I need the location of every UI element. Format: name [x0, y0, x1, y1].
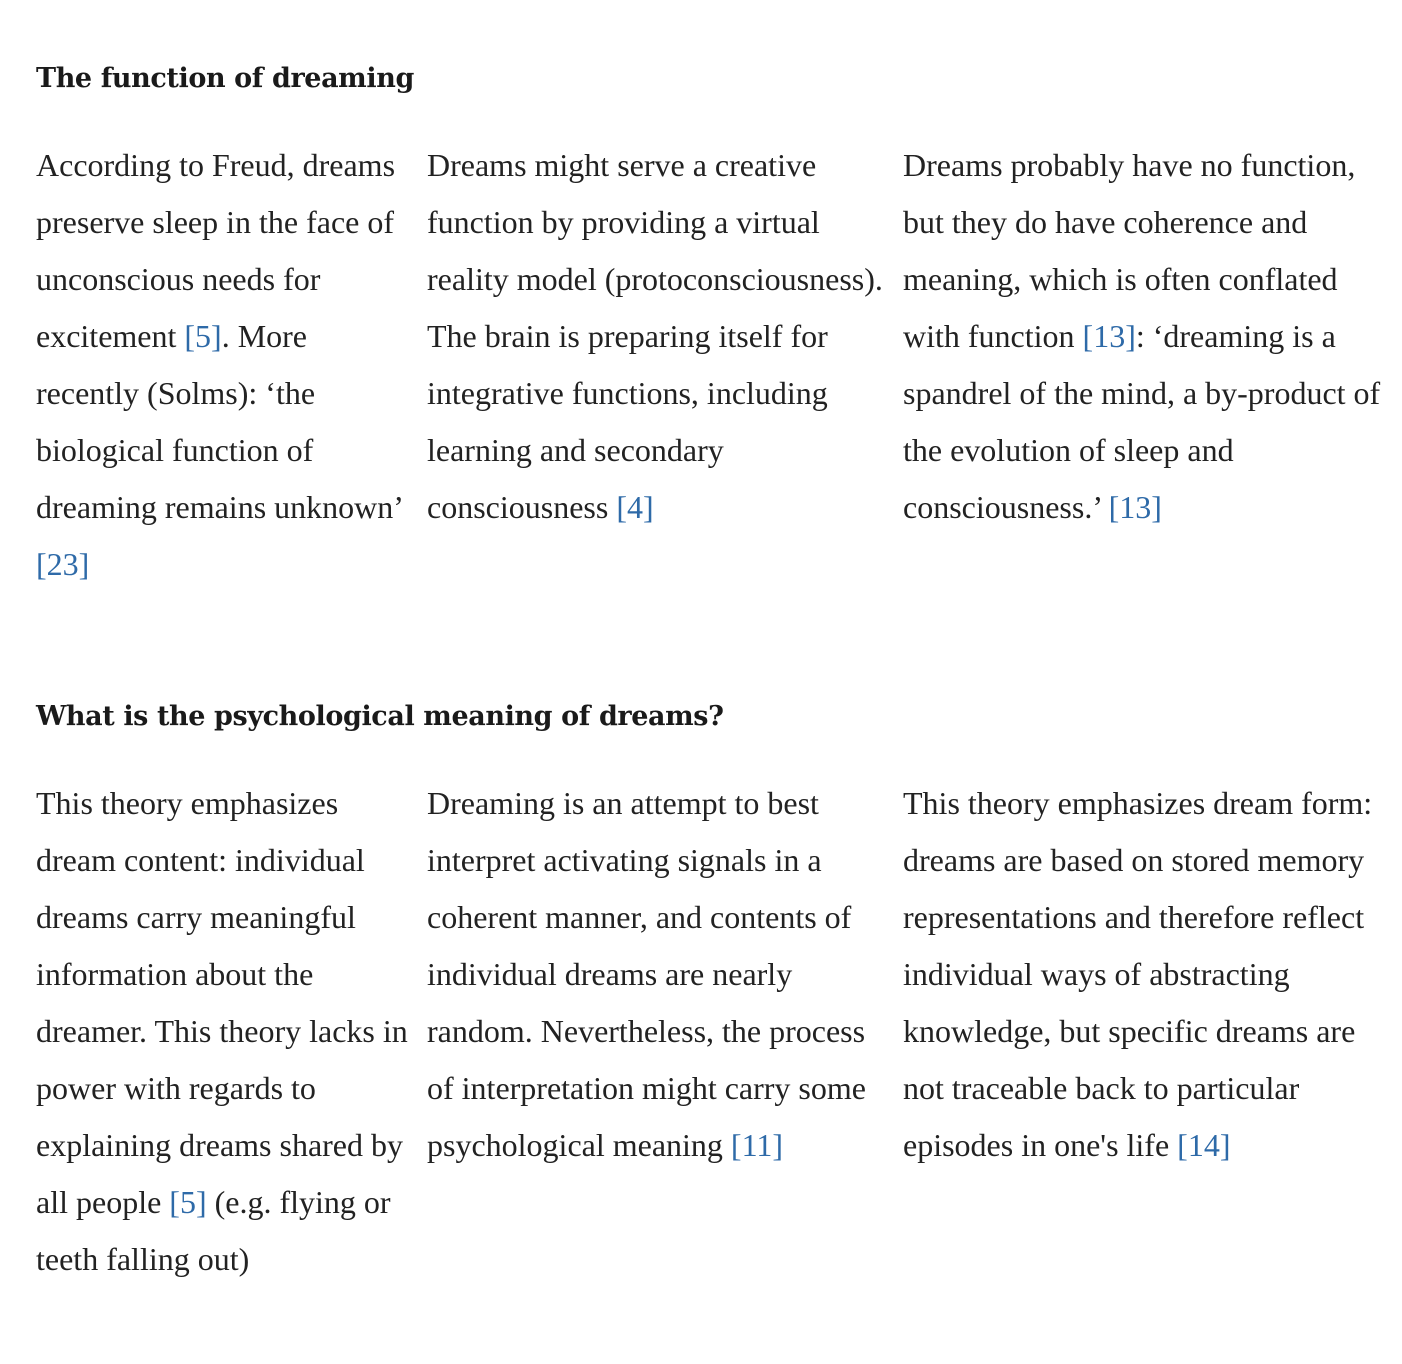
cell-text: This theory emphasizes dream form: dreams are based on stored memory representations and therefore reflect individual ways of abstracting knowledge, but specific dreams are not traceable back to particular episodes in one's life — [903, 785, 1373, 1163]
citation-link[interactable]: [13] — [1082, 318, 1136, 354]
citation-link[interactable]: [14] — [1177, 1127, 1231, 1163]
section-function-of-dreaming — [36, 58, 1381, 697]
citation-link[interactable]: [23] — [36, 546, 90, 582]
cell-text: This theory emphasizes dream content: individual dreams carry meaningful information about the dreamer. This theory lacks in power with regards to explaining dreams shared by all people — [36, 785, 408, 1220]
section-heading: What is the psychological meaning of dreams? — [36, 701, 724, 732]
citation-link[interactable]: [5] — [169, 1184, 207, 1220]
citation-link[interactable]: [13] — [1108, 489, 1162, 525]
citation-link[interactable]: [11] — [730, 1127, 784, 1163]
table-row — [36, 137, 1381, 697]
table-cell — [36, 137, 408, 593]
cell-text: : ‘dreaming is a spandrel of the mind, a by-product of the evolution of sleep and consciousness.’ — [903, 318, 1381, 525]
cell-text: According to Freud, dreams preserve sleep in the face of unconscious needs for excitement — [36, 147, 396, 354]
section-heading: The function of dreaming — [36, 63, 414, 94]
table-cell — [36, 775, 408, 1288]
table-cell — [427, 775, 885, 1174]
table-row — [36, 775, 1376, 1335]
cell-text: Dreams probably have no function, but they do have coherence and meaning, which is often conflated with function — [903, 147, 1356, 354]
citation-link[interactable]: [5] — [184, 318, 222, 354]
cell-text: . More recently (Solms): ‘the biological function of dreaming remains unknown’ — [36, 318, 402, 525]
cell-text: Dreams might serve a creative function by providing a virtual reality model (protoconsciousness). The brain is preparing itself for integrative functions, including learning and secondary consciousness — [427, 147, 883, 525]
table-cell — [427, 137, 885, 536]
citation-link[interactable]: [4] — [616, 489, 654, 525]
cell-text: (e.g. flying or teeth falling out) — [36, 1184, 391, 1277]
cell-text: Dreaming is an attempt to best interpret activating signals in a coherent manner, and contents of individual dreams are nearly random. Nevertheless, the process of interpretation might carry some psychological meaning — [427, 785, 866, 1163]
section-psychological-meaning — [36, 696, 1376, 1335]
table-cell — [903, 775, 1381, 1174]
table-cell — [903, 137, 1381, 536]
